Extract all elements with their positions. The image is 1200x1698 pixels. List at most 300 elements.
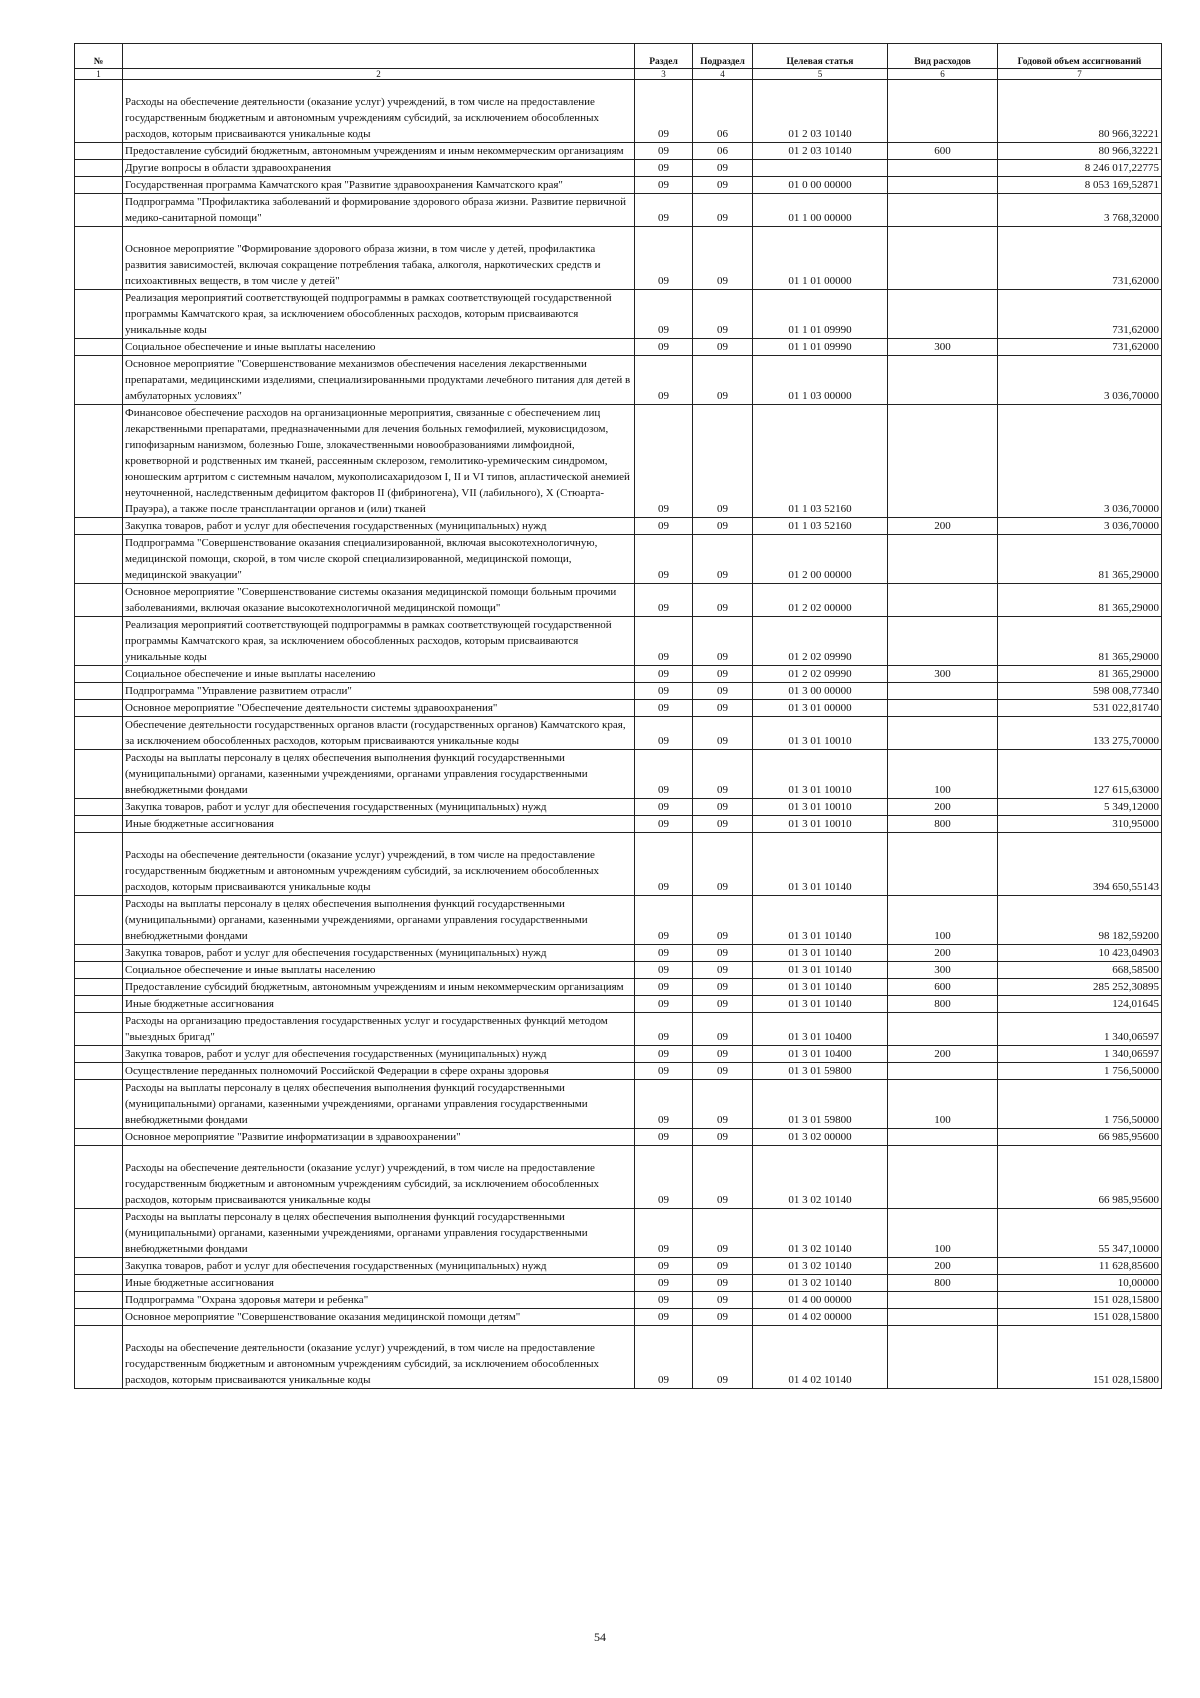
row-podrazdel-cell: 09 bbox=[693, 962, 753, 979]
row-name-cell: Расходы на выплаты персоналу в целях обеспечения выполнения функций государственными (муниципальными) органами, казенными учреждениями, органами управления государственными внебюджетными фондами bbox=[123, 750, 635, 799]
row-amount-cell: 1 340,06597 bbox=[998, 1013, 1162, 1046]
table-row bbox=[75, 1326, 1162, 1389]
row-podrazdel-cell: 09 bbox=[693, 356, 753, 405]
row-target-cell: 01 3 00 00000 bbox=[753, 683, 888, 700]
row-vid-cell: 300 bbox=[888, 666, 998, 683]
row-podrazdel-cell: 09 bbox=[693, 1258, 753, 1275]
row-vid-cell bbox=[888, 194, 998, 227]
row-name-cell: Подпрограмма "Профилактика заболеваний и формирование здорового образа жизни. Развитие первичной медико-санитарной помощи" bbox=[123, 194, 635, 227]
row-target-cell: 01 3 01 10400 bbox=[753, 1013, 888, 1046]
row-number-cell bbox=[75, 1129, 123, 1146]
row-name-cell: Закупка товаров, работ и услуг для обеспечения государственных (муниципальных) нужд bbox=[123, 1258, 635, 1275]
col-number: 7 bbox=[998, 69, 1162, 80]
row-razdel-cell: 09 bbox=[635, 1209, 693, 1258]
header-vid: Вид расходов bbox=[888, 44, 998, 69]
row-target-cell: 01 3 02 10140 bbox=[753, 1275, 888, 1292]
row-razdel-cell: 09 bbox=[635, 833, 693, 896]
row-vid-cell bbox=[888, 833, 998, 896]
row-target-cell: 01 4 02 00000 bbox=[753, 1309, 888, 1326]
table-row bbox=[75, 700, 1162, 717]
row-amount-cell: 80 966,32221 bbox=[998, 80, 1162, 143]
row-podrazdel-cell: 09 bbox=[693, 617, 753, 666]
row-vid-cell: 300 bbox=[888, 962, 998, 979]
row-vid-cell bbox=[888, 405, 998, 518]
row-target-cell: 01 3 01 59800 bbox=[753, 1080, 888, 1129]
table-row bbox=[75, 1080, 1162, 1129]
table-body bbox=[75, 80, 1162, 1389]
row-amount-cell: 8 246 017,22775 bbox=[998, 160, 1162, 177]
table-row bbox=[75, 518, 1162, 535]
row-amount-cell: 731,62000 bbox=[998, 339, 1162, 356]
row-number-cell bbox=[75, 194, 123, 227]
row-razdel-cell: 09 bbox=[635, 1275, 693, 1292]
row-number-cell bbox=[75, 1275, 123, 1292]
row-name-cell: Социальное обеспечение и иные выплаты населению bbox=[123, 339, 635, 356]
row-vid-cell: 100 bbox=[888, 896, 998, 945]
row-number-cell bbox=[75, 177, 123, 194]
row-amount-cell: 81 365,29000 bbox=[998, 535, 1162, 584]
row-vid-cell: 200 bbox=[888, 945, 998, 962]
row-podrazdel-cell: 09 bbox=[693, 1063, 753, 1080]
row-number-cell bbox=[75, 160, 123, 177]
row-number-cell bbox=[75, 1063, 123, 1080]
row-name-cell: Социальное обеспечение и иные выплаты населению bbox=[123, 962, 635, 979]
row-amount-cell: 531 022,81740 bbox=[998, 700, 1162, 717]
column-number-row bbox=[75, 69, 1162, 80]
header-razdel: Раздел bbox=[635, 44, 693, 69]
row-amount-cell: 3 036,70000 bbox=[998, 518, 1162, 535]
row-number-cell bbox=[75, 405, 123, 518]
row-amount-cell: 8 053 169,52871 bbox=[998, 177, 1162, 194]
table-row bbox=[75, 666, 1162, 683]
row-target-cell: 01 1 01 09990 bbox=[753, 339, 888, 356]
row-vid-cell bbox=[888, 290, 998, 339]
row-number-cell bbox=[75, 143, 123, 160]
row-name-cell: Основное мероприятие "Совершенствование оказания медицинской помощи детям" bbox=[123, 1309, 635, 1326]
row-name-cell: Расходы на выплаты персоналу в целях обеспечения выполнения функций государственными (муниципальными) органами, казенными учреждениями, органами управления государственными внебюджетными фондами bbox=[123, 1209, 635, 1258]
row-target-cell: 01 3 01 10010 bbox=[753, 717, 888, 750]
row-number-cell bbox=[75, 227, 123, 290]
row-name-cell: Закупка товаров, работ и услуг для обеспечения государственных (муниципальных) нужд bbox=[123, 945, 635, 962]
row-number-cell bbox=[75, 1046, 123, 1063]
table-row bbox=[75, 799, 1162, 816]
row-target-cell: 01 3 01 10140 bbox=[753, 962, 888, 979]
table-row bbox=[75, 535, 1162, 584]
table-row bbox=[75, 356, 1162, 405]
row-amount-cell: 668,58500 bbox=[998, 962, 1162, 979]
row-razdel-cell: 09 bbox=[635, 1292, 693, 1309]
row-vid-cell bbox=[888, 700, 998, 717]
row-name-cell: Социальное обеспечение и иные выплаты населению bbox=[123, 666, 635, 683]
table-row bbox=[75, 945, 1162, 962]
row-target-cell: 01 3 02 10140 bbox=[753, 1146, 888, 1209]
row-number-cell bbox=[75, 80, 123, 143]
row-name-cell: Предоставление субсидий бюджетным, автономным учреждениям и иным некоммерческим организациям bbox=[123, 143, 635, 160]
row-razdel-cell: 09 bbox=[635, 816, 693, 833]
row-vid-cell bbox=[888, 535, 998, 584]
col-number: 5 bbox=[753, 69, 888, 80]
row-number-cell bbox=[75, 979, 123, 996]
row-name-cell: Осуществление переданных полномочий Российской Федерации в сфере охраны здоровья bbox=[123, 1063, 635, 1080]
row-razdel-cell: 09 bbox=[635, 896, 693, 945]
row-number-cell bbox=[75, 1258, 123, 1275]
row-target-cell: 01 2 02 09990 bbox=[753, 666, 888, 683]
row-target-cell: 01 1 03 52160 bbox=[753, 405, 888, 518]
row-razdel-cell: 09 bbox=[635, 1063, 693, 1080]
table-row bbox=[75, 717, 1162, 750]
table-row bbox=[75, 833, 1162, 896]
row-vid-cell: 200 bbox=[888, 1046, 998, 1063]
row-amount-cell: 127 615,63000 bbox=[998, 750, 1162, 799]
row-target-cell: 01 0 00 00000 bbox=[753, 177, 888, 194]
row-number-cell bbox=[75, 666, 123, 683]
row-podrazdel-cell: 09 bbox=[693, 896, 753, 945]
row-amount-cell: 151 028,15800 bbox=[998, 1292, 1162, 1309]
row-name-cell: Расходы на обеспечение деятельности (оказание услуг) учреждений, в том числе на предоставление государственным бюджетным и автономным учреждениям субсидий, за исключением обособленных расходов, которым присваиваются уникальные коды bbox=[123, 1326, 635, 1389]
row-amount-cell: 66 985,95600 bbox=[998, 1129, 1162, 1146]
row-vid-cell bbox=[888, 1146, 998, 1209]
row-target-cell: 01 3 01 10010 bbox=[753, 799, 888, 816]
row-podrazdel-cell: 09 bbox=[693, 1326, 753, 1389]
row-vid-cell bbox=[888, 177, 998, 194]
row-name-cell: Расходы на организацию предоставления государственных услуг и государственных функций методом "выездных бригад" bbox=[123, 1013, 635, 1046]
col-number: 6 bbox=[888, 69, 998, 80]
row-target-cell: 01 3 02 10140 bbox=[753, 1209, 888, 1258]
header-podrazdel: Подраздел bbox=[693, 44, 753, 69]
row-target-cell bbox=[753, 160, 888, 177]
row-razdel-cell: 09 bbox=[635, 160, 693, 177]
row-target-cell: 01 3 01 10140 bbox=[753, 945, 888, 962]
row-target-cell: 01 1 03 00000 bbox=[753, 356, 888, 405]
row-vid-cell: 800 bbox=[888, 996, 998, 1013]
row-razdel-cell: 09 bbox=[635, 405, 693, 518]
row-name-cell: Иные бюджетные ассигнования bbox=[123, 816, 635, 833]
table-header-row bbox=[75, 44, 1162, 69]
row-amount-cell: 598 008,77340 bbox=[998, 683, 1162, 700]
row-razdel-cell: 09 bbox=[635, 666, 693, 683]
row-name-cell: Расходы на обеспечение деятельности (оказание услуг) учреждений, в том числе на предоставление государственным бюджетным и автономным учреждениям субсидий, за исключением обособленных расходов, которым присваиваются уникальные коды bbox=[123, 833, 635, 896]
row-number-cell bbox=[75, 1292, 123, 1309]
row-target-cell: 01 4 02 10140 bbox=[753, 1326, 888, 1389]
row-vid-cell bbox=[888, 356, 998, 405]
row-razdel-cell: 09 bbox=[635, 356, 693, 405]
row-target-cell: 01 1 01 09990 bbox=[753, 290, 888, 339]
row-name-cell: Основное мероприятие "Формирование здорового образа жизни, в том числе у детей, профилактика развития зависимостей, включая сокращение потребления табака, алкоголя, наркотических средств и психоактивных веществ, в том числе у детей" bbox=[123, 227, 635, 290]
row-podrazdel-cell: 09 bbox=[693, 227, 753, 290]
row-razdel-cell: 09 bbox=[635, 339, 693, 356]
row-name-cell: Основное мероприятие "Совершенствование механизмов обеспечения населения лекарственными препаратами, медицинскими изделиями, специализированными продуктами лечебного питания для детей в амбулаторных условиях" bbox=[123, 356, 635, 405]
row-vid-cell bbox=[888, 683, 998, 700]
row-name-cell: Расходы на обеспечение деятельности (оказание услуг) учреждений, в том числе на предоставление государственным бюджетным и автономным учреждениям субсидий, за исключением обособленных расходов, которым присваиваются уникальные коды bbox=[123, 1146, 635, 1209]
row-target-cell: 01 3 01 10140 bbox=[753, 979, 888, 996]
row-amount-cell: 10 423,04903 bbox=[998, 945, 1162, 962]
row-podrazdel-cell: 09 bbox=[693, 945, 753, 962]
row-podrazdel-cell: 09 bbox=[693, 799, 753, 816]
header-num: № bbox=[75, 44, 123, 69]
row-name-cell: Подпрограмма "Совершенствование оказания специализированной, включая высокотехнологичную, медицинской помощи, скорой, в том числе скорой специализированной, медицинской помощи, медицинской эвакуации" bbox=[123, 535, 635, 584]
row-number-cell bbox=[75, 896, 123, 945]
row-podrazdel-cell: 09 bbox=[693, 979, 753, 996]
row-podrazdel-cell: 09 bbox=[693, 535, 753, 584]
row-amount-cell: 5 349,12000 bbox=[998, 799, 1162, 816]
row-target-cell: 01 1 03 52160 bbox=[753, 518, 888, 535]
row-razdel-cell: 09 bbox=[635, 996, 693, 1013]
row-amount-cell: 310,95000 bbox=[998, 816, 1162, 833]
row-razdel-cell: 09 bbox=[635, 584, 693, 617]
row-target-cell: 01 3 01 10400 bbox=[753, 1046, 888, 1063]
row-number-cell bbox=[75, 1309, 123, 1326]
row-podrazdel-cell: 06 bbox=[693, 80, 753, 143]
table-row bbox=[75, 1129, 1162, 1146]
row-target-cell: 01 2 03 10140 bbox=[753, 80, 888, 143]
row-vid-cell bbox=[888, 1013, 998, 1046]
row-vid-cell: 800 bbox=[888, 1275, 998, 1292]
row-number-cell bbox=[75, 339, 123, 356]
table-row bbox=[75, 1275, 1162, 1292]
row-number-cell bbox=[75, 833, 123, 896]
row-name-cell: Основное мероприятие "Совершенствование системы оказания медицинской помощи больным прочими заболеваниями, включая оказание высокотехнологичной медицинской помощи" bbox=[123, 584, 635, 617]
row-target-cell: 01 1 00 00000 bbox=[753, 194, 888, 227]
table-row bbox=[75, 1292, 1162, 1309]
row-amount-cell: 1 756,50000 bbox=[998, 1080, 1162, 1129]
row-amount-cell: 80 966,32221 bbox=[998, 143, 1162, 160]
row-number-cell bbox=[75, 1209, 123, 1258]
row-target-cell: 01 3 01 10140 bbox=[753, 896, 888, 945]
table-row bbox=[75, 1209, 1162, 1258]
header-target: Целевая статья bbox=[753, 44, 888, 69]
row-podrazdel-cell: 09 bbox=[693, 1013, 753, 1046]
row-number-cell bbox=[75, 617, 123, 666]
row-podrazdel-cell: 09 bbox=[693, 405, 753, 518]
row-vid-cell: 600 bbox=[888, 979, 998, 996]
row-podrazdel-cell: 09 bbox=[693, 1129, 753, 1146]
row-razdel-cell: 09 bbox=[635, 1258, 693, 1275]
row-vid-cell bbox=[888, 1129, 998, 1146]
row-number-cell bbox=[75, 683, 123, 700]
row-razdel-cell: 09 bbox=[635, 799, 693, 816]
row-podrazdel-cell: 09 bbox=[693, 1080, 753, 1129]
row-podrazdel-cell: 09 bbox=[693, 833, 753, 896]
row-vid-cell bbox=[888, 227, 998, 290]
table-row bbox=[75, 996, 1162, 1013]
row-amount-cell: 11 628,85600 bbox=[998, 1258, 1162, 1275]
row-number-cell bbox=[75, 1013, 123, 1046]
row-number-cell bbox=[75, 799, 123, 816]
row-name-cell: Иные бюджетные ассигнования bbox=[123, 996, 635, 1013]
row-razdel-cell: 09 bbox=[635, 750, 693, 799]
table-row bbox=[75, 1146, 1162, 1209]
row-podrazdel-cell: 09 bbox=[693, 518, 753, 535]
row-vid-cell: 200 bbox=[888, 799, 998, 816]
row-name-cell: Закупка товаров, работ и услуг для обеспечения государственных (муниципальных) нужд bbox=[123, 518, 635, 535]
row-razdel-cell: 09 bbox=[635, 979, 693, 996]
row-number-cell bbox=[75, 996, 123, 1013]
row-amount-cell: 81 365,29000 bbox=[998, 584, 1162, 617]
table-row bbox=[75, 1309, 1162, 1326]
row-razdel-cell: 09 bbox=[635, 177, 693, 194]
row-number-cell bbox=[75, 584, 123, 617]
row-vid-cell: 600 bbox=[888, 143, 998, 160]
row-vid-cell bbox=[888, 160, 998, 177]
row-target-cell: 01 3 01 10010 bbox=[753, 750, 888, 799]
table-row bbox=[75, 177, 1162, 194]
row-amount-cell: 731,62000 bbox=[998, 290, 1162, 339]
row-target-cell: 01 2 02 09990 bbox=[753, 617, 888, 666]
row-vid-cell bbox=[888, 617, 998, 666]
row-name-cell: Предоставление субсидий бюджетным, автономным учреждениям и иным некоммерческим организациям bbox=[123, 979, 635, 996]
row-podrazdel-cell: 09 bbox=[693, 584, 753, 617]
row-amount-cell: 66 985,95600 bbox=[998, 1146, 1162, 1209]
row-vid-cell: 100 bbox=[888, 1080, 998, 1129]
row-podrazdel-cell: 09 bbox=[693, 1275, 753, 1292]
row-podrazdel-cell: 09 bbox=[693, 194, 753, 227]
row-name-cell: Основное мероприятие "Развитие информатизации в здравоохранении" bbox=[123, 1129, 635, 1146]
row-razdel-cell: 09 bbox=[635, 945, 693, 962]
row-podrazdel-cell: 09 bbox=[693, 700, 753, 717]
row-target-cell: 01 3 01 10140 bbox=[753, 833, 888, 896]
page-number: 54 bbox=[594, 1630, 606, 1644]
col-number: 1 bbox=[75, 69, 123, 80]
row-target-cell: 01 3 01 59800 bbox=[753, 1063, 888, 1080]
row-number-cell bbox=[75, 962, 123, 979]
row-razdel-cell: 09 bbox=[635, 194, 693, 227]
row-number-cell bbox=[75, 945, 123, 962]
row-vid-cell bbox=[888, 1292, 998, 1309]
row-podrazdel-cell: 09 bbox=[693, 1046, 753, 1063]
row-razdel-cell: 09 bbox=[635, 617, 693, 666]
row-name-cell: Финансовое обеспечение расходов на организационные мероприятия, связанные с обеспечением лиц лекарственными препаратами, предназначенными для лечения больных гемофилией, муковисцидозом, гипофизарным нанизмом, болезнью Гоше, злокачественными новообразованиями лимфоидной, кроветворной и родственных им тканей, рассеянным склерозом, гемолитико-уремическим синдромом, юношеским артритом с системным началом, мукополисахаридозом I, II и VI типов, апластической анемией неуточненной, наследственным дефицитом факторов II (фибриногена), VII (лабильного), X (Стюарта-Прауэра), а также после трансплантации органов и (или) тканей bbox=[123, 405, 635, 518]
row-podrazdel-cell: 09 bbox=[693, 996, 753, 1013]
row-name-cell: Подпрограмма "Управление развитием отрасли" bbox=[123, 683, 635, 700]
row-name-cell: Другие вопросы в области здравоохранения bbox=[123, 160, 635, 177]
row-amount-cell: 3 036,70000 bbox=[998, 405, 1162, 518]
row-razdel-cell: 09 bbox=[635, 683, 693, 700]
row-amount-cell: 151 028,15800 bbox=[998, 1309, 1162, 1326]
col-number: 4 bbox=[693, 69, 753, 80]
row-razdel-cell: 09 bbox=[635, 1309, 693, 1326]
row-target-cell: 01 2 00 00000 bbox=[753, 535, 888, 584]
row-razdel-cell: 09 bbox=[635, 1146, 693, 1209]
row-target-cell: 01 3 01 10140 bbox=[753, 996, 888, 1013]
table-row bbox=[75, 160, 1162, 177]
table-row bbox=[75, 80, 1162, 143]
row-number-cell bbox=[75, 518, 123, 535]
row-amount-cell: 731,62000 bbox=[998, 227, 1162, 290]
header-amount: Годовой объем ассигнований bbox=[998, 44, 1162, 69]
row-amount-cell: 81 365,29000 bbox=[998, 617, 1162, 666]
row-amount-cell: 81 365,29000 bbox=[998, 666, 1162, 683]
row-razdel-cell: 09 bbox=[635, 1013, 693, 1046]
row-name-cell: Обеспечение деятельности государственных органов власти (государственных органов) Камчатского края, за исключением обособленных расходов, которым присваиваются уникальные коды bbox=[123, 717, 635, 750]
col-number: 3 bbox=[635, 69, 693, 80]
table-row bbox=[75, 405, 1162, 518]
row-amount-cell: 98 182,59200 bbox=[998, 896, 1162, 945]
row-name-cell: Реализация мероприятий соответствующей подпрограммы в рамках соответствующей государственной программы Камчатского края, за исключением обособленных расходов, которым присваиваются уникальные коды bbox=[123, 617, 635, 666]
row-podrazdel-cell: 09 bbox=[693, 177, 753, 194]
row-target-cell: 01 3 02 10140 bbox=[753, 1258, 888, 1275]
row-podrazdel-cell: 09 bbox=[693, 750, 753, 799]
row-target-cell: 01 1 01 00000 bbox=[753, 227, 888, 290]
row-razdel-cell: 09 bbox=[635, 717, 693, 750]
table-row bbox=[75, 683, 1162, 700]
row-number-cell bbox=[75, 290, 123, 339]
row-name-cell: Государственная программа Камчатского края "Развитие здравоохранения Камчатского края" bbox=[123, 177, 635, 194]
row-number-cell bbox=[75, 816, 123, 833]
row-vid-cell bbox=[888, 80, 998, 143]
row-amount-cell: 3 768,32000 bbox=[998, 194, 1162, 227]
row-name-cell: Подпрограмма "Охрана здоровья матери и ребенка" bbox=[123, 1292, 635, 1309]
budget-table bbox=[74, 43, 1162, 1389]
row-name-cell: Закупка товаров, работ и услуг для обеспечения государственных (муниципальных) нужд bbox=[123, 799, 635, 816]
header-name bbox=[123, 44, 635, 69]
row-vid-cell: 100 bbox=[888, 1209, 998, 1258]
row-target-cell: 01 3 02 00000 bbox=[753, 1129, 888, 1146]
row-podrazdel-cell: 09 bbox=[693, 1146, 753, 1209]
row-amount-cell: 55 347,10000 bbox=[998, 1209, 1162, 1258]
row-number-cell bbox=[75, 700, 123, 717]
row-name-cell: Основное мероприятие "Обеспечение деятельности системы здравоохранения" bbox=[123, 700, 635, 717]
col-number: 2 bbox=[123, 69, 635, 80]
row-razdel-cell: 09 bbox=[635, 962, 693, 979]
row-number-cell bbox=[75, 750, 123, 799]
table-row bbox=[75, 750, 1162, 799]
row-podrazdel-cell: 09 bbox=[693, 1209, 753, 1258]
row-amount-cell: 10,00000 bbox=[998, 1275, 1162, 1292]
row-name-cell: Расходы на обеспечение деятельности (оказание услуг) учреждений, в том числе на предоставление государственным бюджетным и автономным учреждениям субсидий, за исключением обособленных расходов, которым присваиваются уникальные коды bbox=[123, 80, 635, 143]
row-razdel-cell: 09 bbox=[635, 535, 693, 584]
row-razdel-cell: 09 bbox=[635, 80, 693, 143]
table-row bbox=[75, 339, 1162, 356]
row-number-cell bbox=[75, 1326, 123, 1389]
row-vid-cell: 200 bbox=[888, 1258, 998, 1275]
row-amount-cell: 124,01645 bbox=[998, 996, 1162, 1013]
row-vid-cell: 200 bbox=[888, 518, 998, 535]
row-number-cell bbox=[75, 356, 123, 405]
row-razdel-cell: 09 bbox=[635, 1326, 693, 1389]
row-podrazdel-cell: 09 bbox=[693, 816, 753, 833]
row-razdel-cell: 09 bbox=[635, 700, 693, 717]
row-vid-cell: 800 bbox=[888, 816, 998, 833]
table-row bbox=[75, 290, 1162, 339]
row-razdel-cell: 09 bbox=[635, 227, 693, 290]
row-name-cell: Иные бюджетные ассигнования bbox=[123, 1275, 635, 1292]
row-podrazdel-cell: 09 bbox=[693, 1292, 753, 1309]
table-row bbox=[75, 1046, 1162, 1063]
row-amount-cell: 133 275,70000 bbox=[998, 717, 1162, 750]
row-vid-cell: 100 bbox=[888, 750, 998, 799]
row-razdel-cell: 09 bbox=[635, 1046, 693, 1063]
table-row bbox=[75, 979, 1162, 996]
row-razdel-cell: 09 bbox=[635, 1080, 693, 1129]
row-target-cell: 01 3 01 00000 bbox=[753, 700, 888, 717]
row-podrazdel-cell: 09 bbox=[693, 339, 753, 356]
row-podrazdel-cell: 09 bbox=[693, 160, 753, 177]
row-target-cell: 01 4 00 00000 bbox=[753, 1292, 888, 1309]
row-number-cell bbox=[75, 1146, 123, 1209]
row-target-cell: 01 2 02 00000 bbox=[753, 584, 888, 617]
row-amount-cell: 1 756,50000 bbox=[998, 1063, 1162, 1080]
row-number-cell bbox=[75, 535, 123, 584]
row-podrazdel-cell: 09 bbox=[693, 1309, 753, 1326]
table-row bbox=[75, 1063, 1162, 1080]
row-target-cell: 01 3 01 10010 bbox=[753, 816, 888, 833]
row-name-cell: Расходы на выплаты персоналу в целях обеспечения выполнения функций государственными (муниципальными) органами, казенными учреждениями, органами управления государственными внебюджетными фондами bbox=[123, 896, 635, 945]
row-vid-cell: 300 bbox=[888, 339, 998, 356]
row-podrazdel-cell: 09 bbox=[693, 717, 753, 750]
row-number-cell bbox=[75, 1080, 123, 1129]
row-amount-cell: 285 252,30895 bbox=[998, 979, 1162, 996]
table-row bbox=[75, 143, 1162, 160]
